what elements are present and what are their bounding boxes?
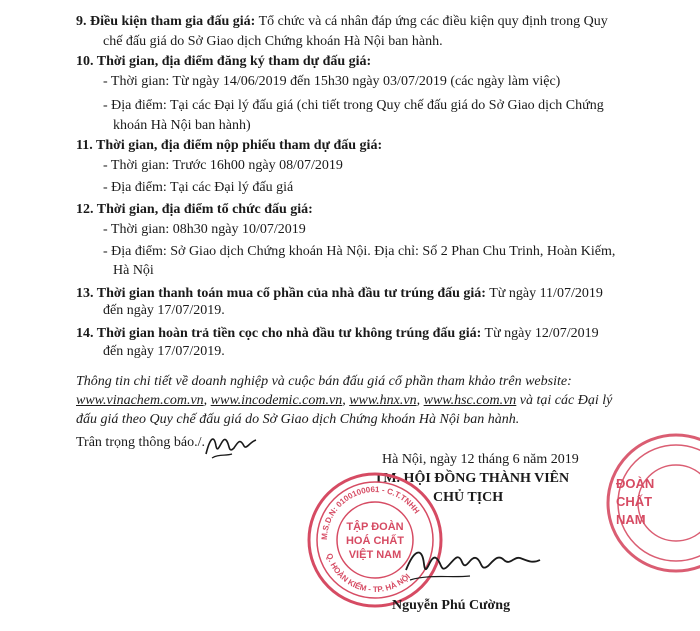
item-14-text-cont: đến ngày 17/07/2019. xyxy=(103,344,225,359)
item-13-heading: 13. Thời gian thanh toán mua cổ phần của nhà đầu tư trúng đấu giá: xyxy=(76,286,486,301)
item-11-time: - Thời gian: Trước 16h00 ngày 08/07/2019 xyxy=(103,158,343,173)
item-13-text-cont: đến ngày 17/07/2019. xyxy=(103,303,225,318)
svg-text:NAM: NAM xyxy=(616,512,646,527)
website-link[interactable]: www.hsc.com.vn xyxy=(423,393,517,408)
signer-name: Nguyễn Phú Cường xyxy=(392,598,511,613)
stamp-top-text: M.S.D.N: 0100100061 - C.T.TNHH xyxy=(319,484,422,541)
item-9-text-cont: chế đấu giá do Sở Giao dịch Chứng khoán Hà Nội ban hành. xyxy=(103,34,443,49)
org-title: TM. HỘI ĐỒNG THÀNH VIÊN xyxy=(374,471,570,486)
initials-mark xyxy=(200,428,260,464)
website-link[interactable]: www.incodemic.com.vn xyxy=(210,393,343,408)
item-9-heading: 9. Điều kiện tham gia đấu giá: xyxy=(76,14,256,29)
handwritten-signature xyxy=(400,530,550,600)
item-12-time: - Thời gian: 08h30 ngày 10/07/2019 xyxy=(103,222,306,237)
info-line-3: đấu giá theo Quy chế đấu giá do Sở Giao dịch Chứng khoán Hà Nội ban hành. xyxy=(76,412,520,427)
item-10-heading: 10. Thời gian, địa điểm đăng ký tham dự đấu giá: xyxy=(76,54,372,69)
item-9-text: Tổ chức và cá nhân đáp ứng các điều kiện quy định trong Quy xyxy=(258,14,608,29)
item-10-place-cont: khoán Hà Nội ban hành) xyxy=(113,118,251,133)
item-12-heading: 12. Thời gian, địa điểm tổ chức đấu giá: xyxy=(76,202,313,217)
svg-text:ĐOÀN: ĐOÀN xyxy=(616,476,655,491)
role-title: CHỦ TỊCH xyxy=(433,490,504,505)
place-date: Hà Nội, ngày 12 tháng 6 năm 2019 xyxy=(382,452,579,467)
item-14-heading: 14. Thời gian hoàn trả tiền cọc cho nhà đầu tư không trúng đấu giá: xyxy=(76,326,482,341)
item-11-place: - Địa điểm: Tại các Đại lý đấu giá xyxy=(103,180,294,195)
item-14 xyxy=(76,325,599,342)
stamp-line-3: VIỆT NAM xyxy=(348,549,402,561)
item-9 xyxy=(76,13,608,30)
item-14-text: Từ ngày 12/07/2019 xyxy=(484,326,599,341)
stamp-partial-right xyxy=(596,428,700,578)
info-line-2: www.vinachem.com.vn, www.incodemic.com.vn, www.hnx.vn, www.hsc.com.vn và tại các Đại lý xyxy=(76,393,613,408)
item-13-text: Từ ngày 11/07/2019 xyxy=(489,286,603,301)
info-line-1: Thông tin chi tiết về doanh nghiệp và cuộc bán đấu giá cổ phần tham khảo trên website: xyxy=(76,374,572,389)
item-10-time: - Thời gian: Từ ngày 14/06/2019 đến 15h30 ngày 03/07/2019 (các ngày làm việc) xyxy=(103,74,561,89)
closing-text: Trân trọng thông báo./. xyxy=(76,435,205,450)
svg-text:CHẤT: CHẤT xyxy=(616,494,653,509)
stamp-line-2: HOÁ CHẤT xyxy=(345,535,405,547)
website-link[interactable]: www.vinachem.com.vn xyxy=(76,393,204,408)
item-12-place: - Địa điểm: Sở Giao dịch Chứng khoán Hà Nội. Địa chỉ: Số 2 Phan Chu Trinh, Hoàn Kiếm, xyxy=(103,244,616,259)
item-10-place: - Địa điểm: Tại các Đại lý đấu giá (chi tiết trong Quy chế đấu giá do Sở Giao dịch Chứng xyxy=(103,98,604,113)
stamp-line-1: TẬP ĐOÀN xyxy=(346,521,404,533)
item-11-heading: 11. Thời gian, địa điểm nộp phiếu tham dự đấu giá: xyxy=(76,138,383,153)
website-link[interactable]: www.hnx.vn xyxy=(349,393,417,408)
item-13 xyxy=(76,285,603,302)
item-12-place-cont: Hà Nội xyxy=(113,263,154,278)
stamp-bottom-text: Q. HOÀN KIẾM - TP. HÀ NỘI xyxy=(324,552,412,594)
